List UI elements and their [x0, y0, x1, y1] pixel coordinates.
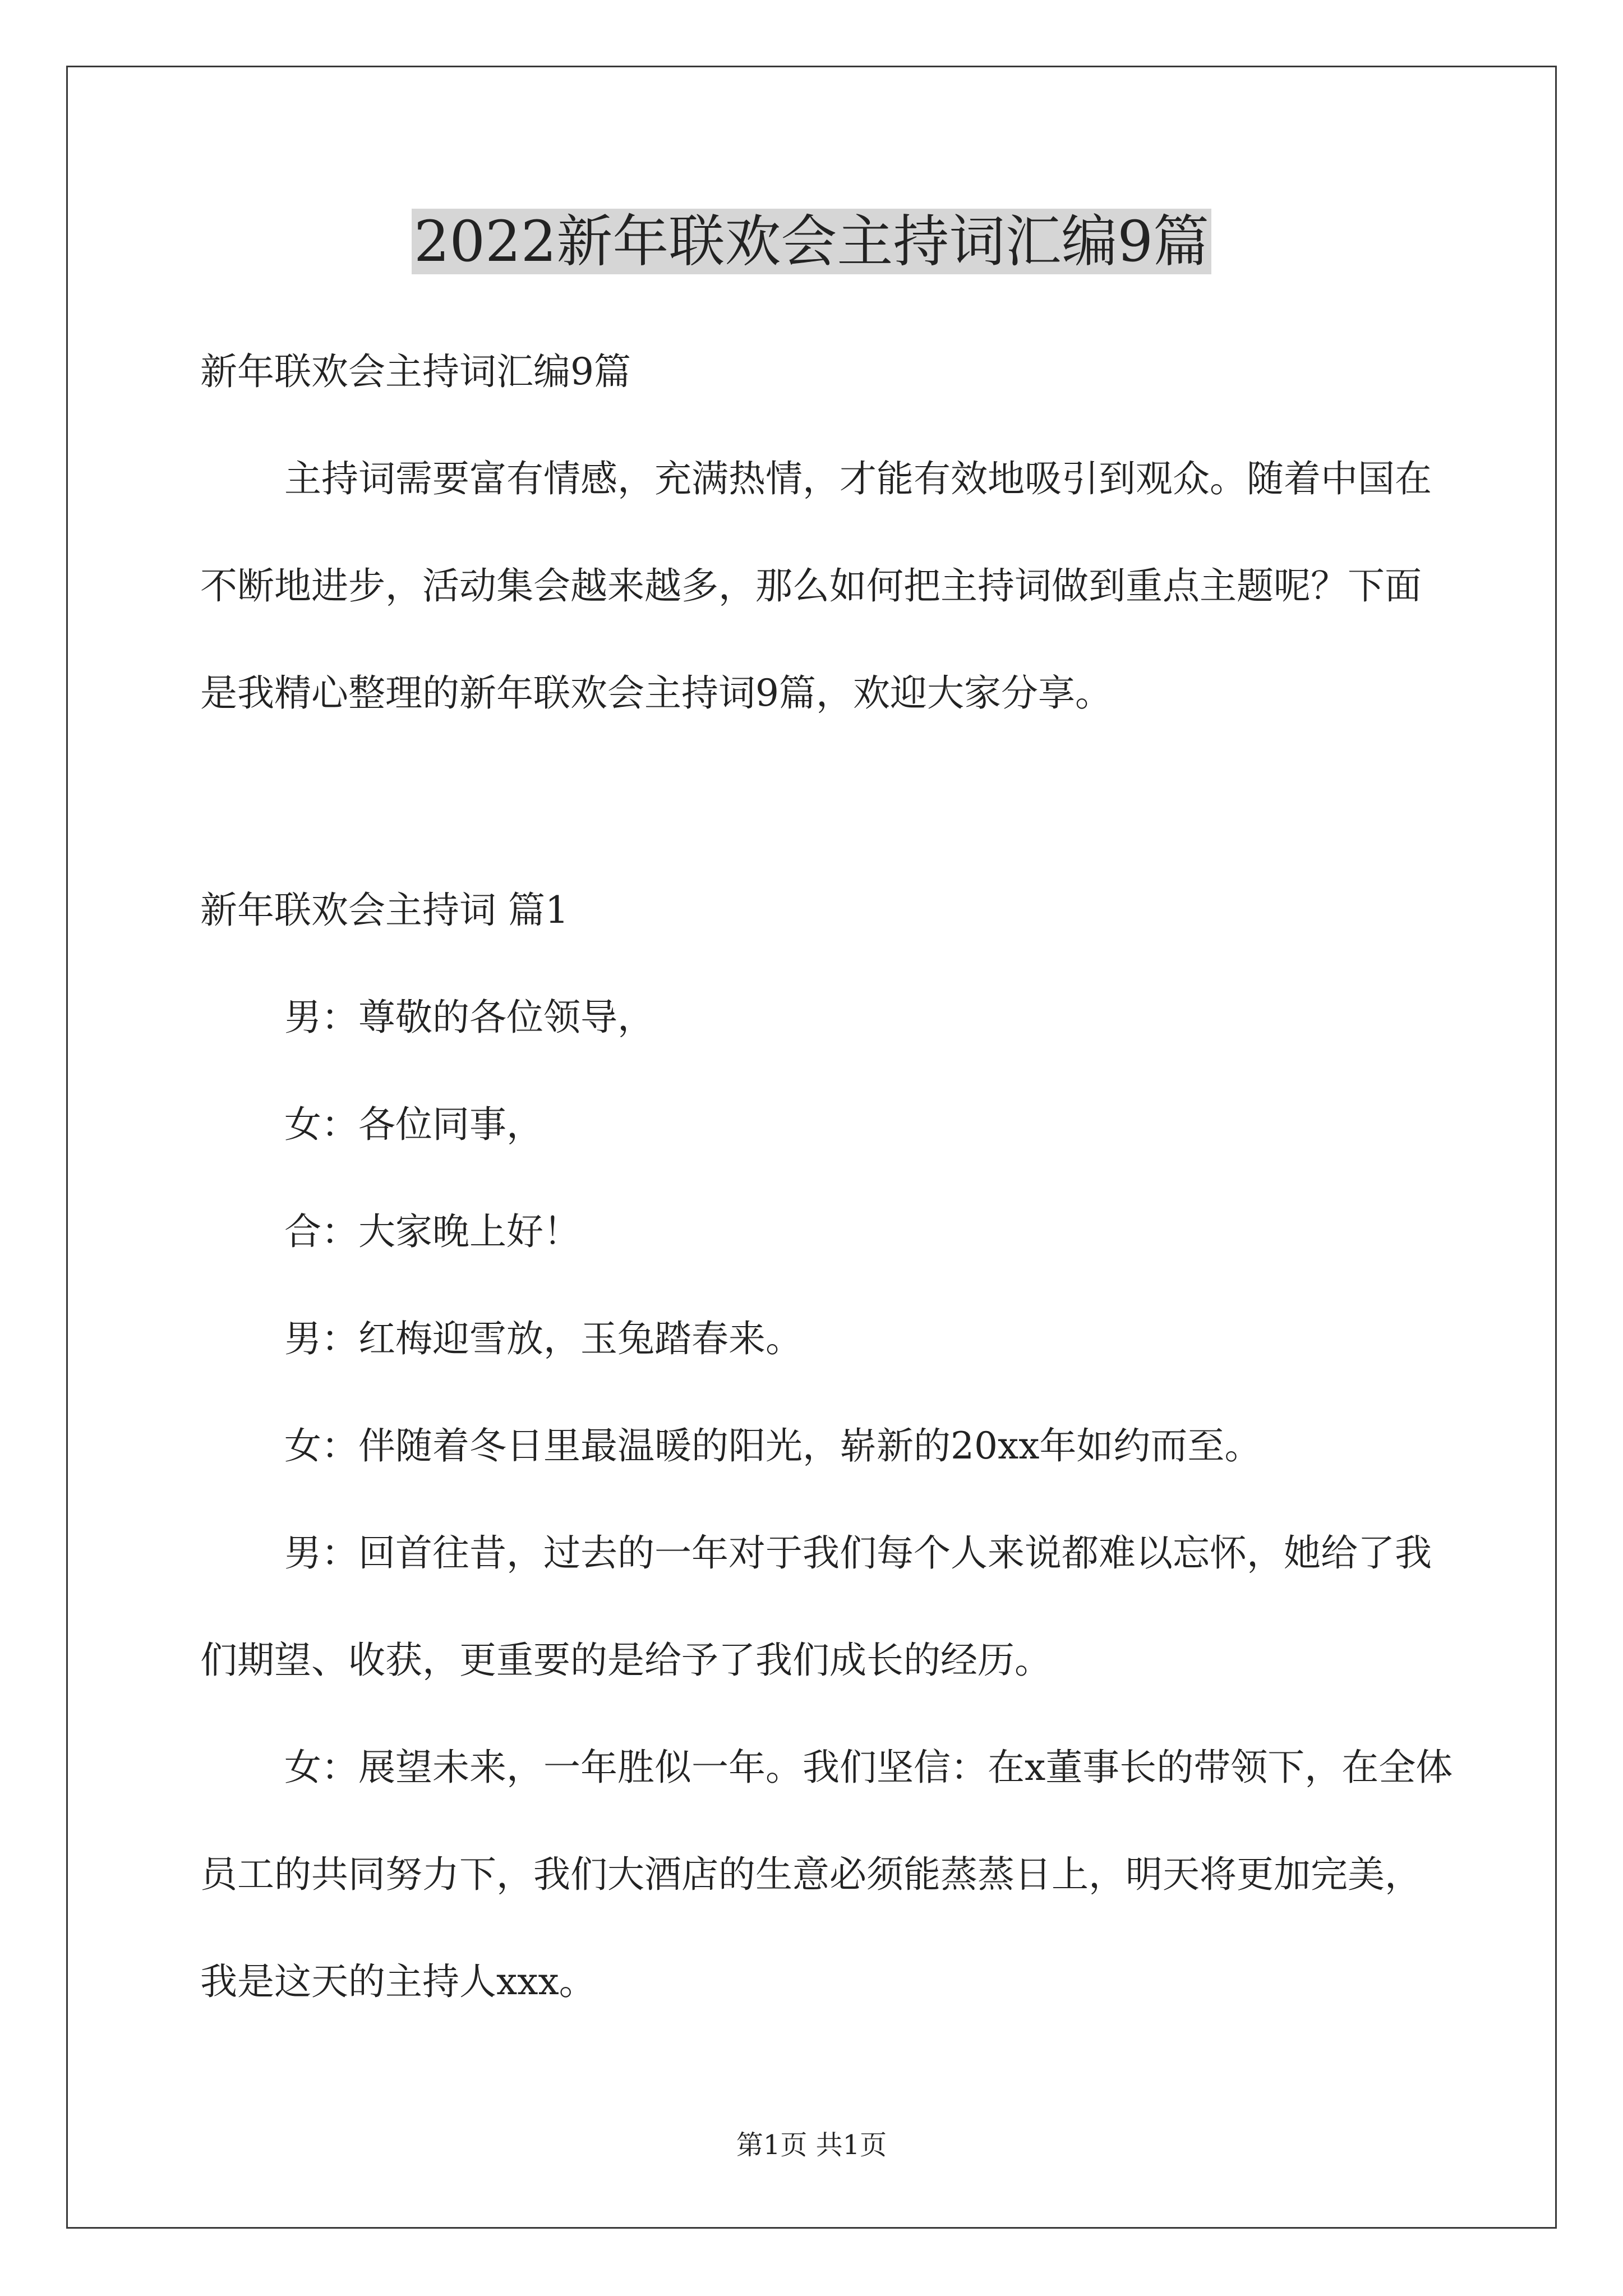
document-title — [0, 200, 1623, 284]
page-footer: 第1页 共1页 — [736, 2129, 887, 2161]
dialogue-line: 男：红梅迎雪放，玉兔踏春来。 — [284, 1317, 803, 1360]
dialogue-line: 女：伴随着冬日里最温暖的阳光，崭新的20xx年如约而至。 — [284, 1424, 1262, 1467]
dialogue-line: 女：各位同事， — [284, 1103, 543, 1146]
document-title-text: 2022新年联欢会主持词汇编9篇 — [412, 209, 1211, 274]
section-heading: 新年联欢会主持词 篇1 — [200, 889, 569, 932]
intro-paragraph: 主持词需要富有情感，充满热情，才能有效地吸引到观众。随着中国在不断地进步，活动集会越来越多，那么如何把主持词做到重点主题呢？下面是我精心整理的新年联欢会主持词9篇，欢迎大家分享。 — [200, 457, 1432, 715]
dialogue-line: 男：回首往昔，过去的一年对于我们每个人来说都难以忘怀，她给了我们期望、收获，更重要的是给予了我们成长的经历。 — [200, 1531, 1432, 1682]
subtitle-paragraph: 新年联欢会主持词汇编9篇 — [200, 350, 631, 393]
dialogue-line: 合：大家晚上好！ — [284, 1210, 580, 1253]
dialogue-line: 女：展望未来，一年胜似一年。我们坚信：在x董事长的带领下，在全体员工的共同努力下，我们大酒店的生意必须能蒸蒸日上，明天将更加完美，我是这天的主持人xxx。 — [200, 1746, 1453, 2003]
dialogue-line: 男：尊敬的各位领导， — [284, 996, 654, 1039]
